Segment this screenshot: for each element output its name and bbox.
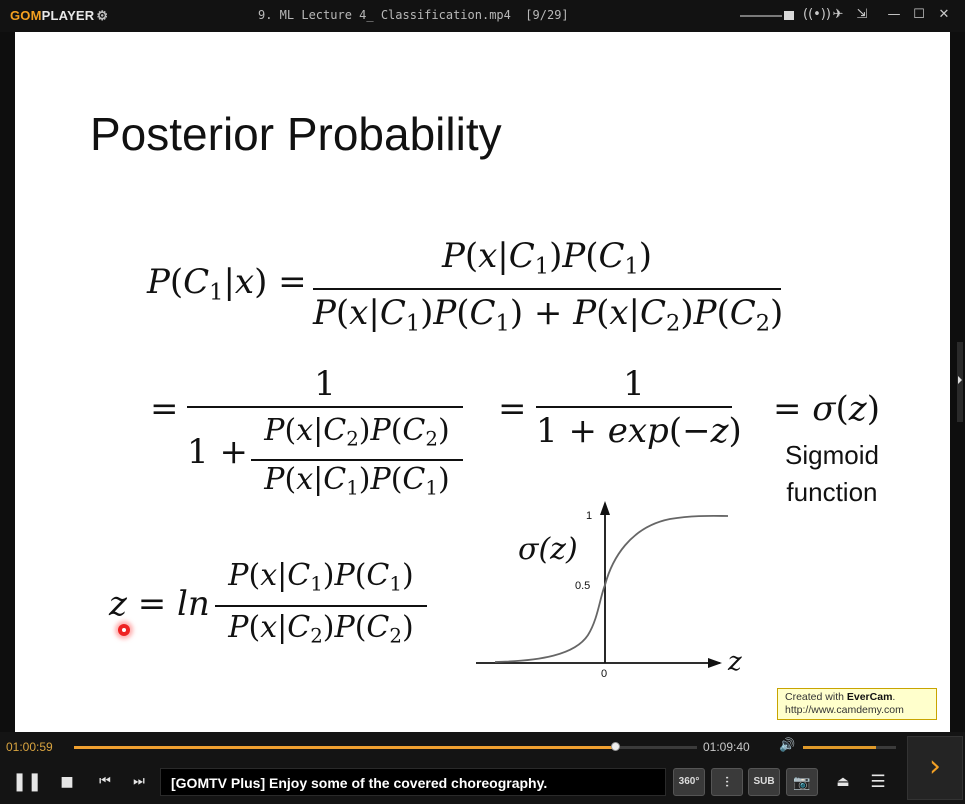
- notice-ticker[interactable]: [GOMTV Plus] Enjoy some of the covered choreography.: [160, 768, 666, 796]
- evercam-watermark: Created with EverCam. http://www.camdemy.com: [777, 688, 937, 720]
- equation-equals-1: =: [150, 389, 179, 429]
- broadcast-icon[interactable]: ((•)): [803, 7, 831, 22]
- graph-y-arrow: [600, 501, 610, 515]
- equation-posterior-fraction: $P(x|C_1)P(C_1)$ $P(x|C_1)P(C_1) + P(x|C_2)P(C_2)$: [313, 236, 784, 337]
- volume-icon[interactable]: 🔊: [779, 738, 796, 753]
- settings-gear-icon[interactable]: ⚙: [96, 8, 109, 23]
- equation-z-lhs: z = ln: [109, 584, 210, 624]
- pause-button[interactable]: ❚❚: [12, 771, 43, 792]
- titlebar-volume-track[interactable]: [740, 15, 782, 17]
- seek-bar-fill: [74, 746, 615, 749]
- graph-ylabel: σ(z): [518, 532, 578, 567]
- graph-tick-1: 1: [586, 510, 593, 522]
- restore-down-icon[interactable]: ⇲: [856, 7, 868, 22]
- control-bar: [0, 732, 965, 804]
- mouse-pointer-highlight: [118, 624, 130, 636]
- graph-tick-half: 0.5: [575, 580, 591, 592]
- current-time: 01:00:59: [6, 740, 53, 754]
- equation-equals-2: =: [498, 389, 527, 429]
- equation-exp-fraction: 1 1 + exp(−z): [536, 364, 742, 451]
- equation-posterior-lhs: $P(C_1|x)$ =: [147, 262, 307, 306]
- equation-z-fraction: $P(x|C_1)P(C_1)$ $P(x|C_2)P(C_2)$: [215, 556, 427, 657]
- eject-open-icon[interactable]: ⏏: [836, 774, 850, 790]
- close-button[interactable]: ✕: [938, 7, 950, 22]
- video-frame-slide: [15, 32, 950, 732]
- window-title: 9. ML Lecture 4_ Classification.mp4 [9/29]: [258, 8, 569, 22]
- side-panel-toggle[interactable]: [957, 342, 963, 422]
- app-logo[interactable]: GOMPLAYER ⚙: [10, 8, 109, 23]
- graph-x-arrow: [708, 658, 722, 668]
- title-bar: [0, 0, 965, 32]
- volume-slider-fill: [803, 746, 876, 749]
- playlist-next-chevron-icon[interactable]: ›: [907, 736, 963, 800]
- graph-tick-0: 0: [601, 668, 608, 680]
- seek-bar-knob[interactable]: [611, 742, 620, 751]
- minimize-button[interactable]: —: [887, 7, 901, 22]
- seek-bar[interactable]: [74, 746, 697, 749]
- sigmoid-function-label: Sigmoid function: [785, 440, 879, 507]
- graph-xlabel: z: [728, 647, 742, 677]
- equation-ratio-fraction: 1 1 + $P(x|C_2)P(C_2)$ $P(x|C_1)P(C_1)$: [187, 362, 463, 492]
- previous-button[interactable]: ⏮: [99, 774, 111, 789]
- menu-icon[interactable]: ☰: [870, 772, 886, 792]
- stop-button[interactable]: ■: [60, 774, 74, 790]
- sigmoid-graph: [470, 497, 760, 687]
- maximize-button[interactable]: ☐: [913, 7, 925, 22]
- pin-icon[interactable]: ✈: [832, 7, 844, 22]
- equalizer-icon[interactable]: ⫶: [711, 768, 743, 796]
- subtitle-button[interactable]: SUB: [748, 768, 780, 796]
- vr-360-button[interactable]: 360°: [673, 768, 705, 796]
- equation-sigma-z: = σ(z): [773, 389, 880, 429]
- screenshot-camera-icon[interactable]: 📷: [786, 768, 818, 796]
- titlebar-volume-knob[interactable]: [784, 11, 794, 20]
- slide-title: Posterior Probability: [90, 108, 502, 160]
- volume-slider[interactable]: [803, 746, 896, 749]
- total-time: 01:09:40: [703, 740, 750, 754]
- next-button[interactable]: ⏭: [133, 774, 145, 789]
